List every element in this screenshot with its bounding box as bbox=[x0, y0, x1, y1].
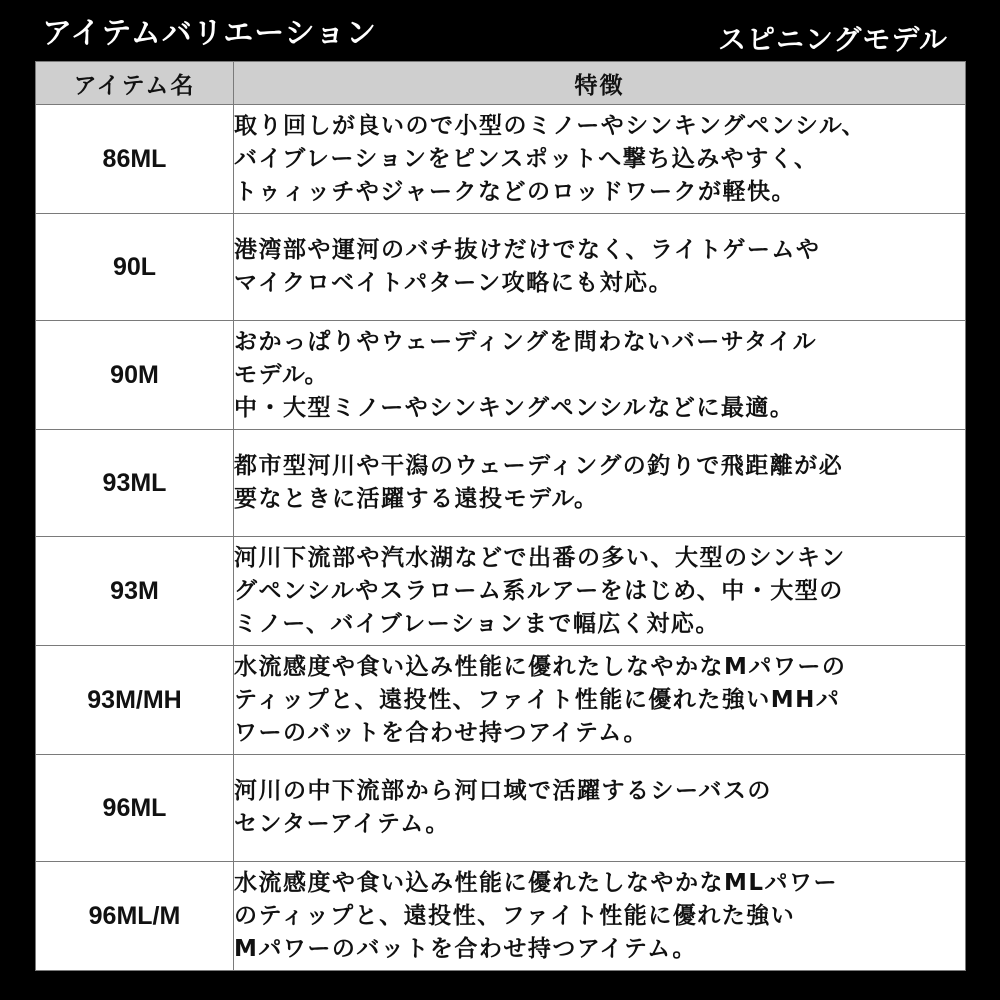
table-row bbox=[36, 105, 966, 214]
feature-line: ティップと、遠投性、ファイト性能に優れた強いMHパ bbox=[234, 686, 841, 713]
feature-line: おかっぱりやウェーディングを問わないバーサタイル bbox=[234, 328, 818, 355]
feature-cell bbox=[234, 537, 966, 646]
feature-line: 水流感度や食い込み性能に優れたしなやかなMパワーの bbox=[234, 653, 847, 680]
table-row bbox=[36, 321, 966, 430]
item-name-cell: 90M bbox=[36, 321, 234, 430]
column-header-features: 特徴 bbox=[234, 62, 966, 105]
feature-line: ワーのバットを合わせ持つアイテム。 bbox=[234, 719, 648, 746]
item-name-cell: 93M/MH bbox=[36, 646, 234, 755]
feature-cell bbox=[234, 755, 966, 862]
feature-line: 河川の中下流部から河口域で活躍するシーバスの bbox=[234, 778, 772, 804]
page-title: アイテムバリエーション bbox=[42, 16, 377, 51]
item-name-cell: 86ML bbox=[36, 105, 234, 214]
feature-line: 水流感度や食い込み性能に優れたしなやかなMLパワー bbox=[234, 869, 839, 896]
feature-line: センターアイテム。 bbox=[234, 811, 450, 837]
model-label: スピニングモデル bbox=[717, 23, 948, 56]
feature-line: のティップと、遠投性、ファイト性能に優れた強い bbox=[234, 902, 796, 929]
column-header-item-name: アイテム名 bbox=[36, 62, 234, 105]
item-name-cell: 96ML/M bbox=[36, 862, 234, 971]
feature-cell bbox=[234, 214, 966, 321]
feature-line: 中・大型ミノーやシンキングペンシルなどに最適。 bbox=[234, 394, 795, 421]
feature-line: モデル。 bbox=[234, 361, 330, 388]
feature-line: Mパワーのバットを合わせ持つアイテム。 bbox=[234, 935, 697, 962]
feature-cell bbox=[234, 646, 966, 755]
feature-line: バイブレーションをピンスポットへ撃ち込みやすく、 bbox=[234, 145, 819, 172]
feature-cell bbox=[234, 321, 966, 430]
feature-cell bbox=[234, 105, 966, 214]
item-variation-table bbox=[35, 61, 966, 971]
item-name-cell: 96ML bbox=[36, 755, 234, 862]
feature-line: トゥィッチやジャークなどのロッドワークが軽快。 bbox=[234, 178, 797, 205]
table-row bbox=[36, 755, 966, 862]
feature-line: ミノー、バイブレーションまで幅広く対応。 bbox=[234, 610, 720, 637]
table-header-row bbox=[36, 62, 966, 105]
feature-line: 都市型河川や干潟のウェーディングの釣りで飛距離が必 bbox=[234, 453, 844, 479]
feature-line: 港湾部や運河のバチ抜けだけでなく、ライトゲームや bbox=[234, 237, 821, 263]
item-name-cell: 90L bbox=[36, 214, 234, 321]
item-name-cell: 93M bbox=[36, 537, 234, 646]
table-row bbox=[36, 646, 966, 755]
table-row bbox=[36, 862, 966, 971]
feature-cell bbox=[234, 862, 966, 971]
item-name-cell: 93ML bbox=[36, 430, 234, 537]
feature-cell bbox=[234, 430, 966, 537]
feature-line: グペンシルやスラローム系ルアーをはじめ、中・大型の bbox=[234, 577, 844, 604]
table-row bbox=[36, 214, 966, 321]
feature-line: 河川下流部や汽水湖などで出番の多い、大型のシンキン bbox=[234, 544, 846, 571]
table-row bbox=[36, 430, 966, 537]
table-row bbox=[36, 537, 966, 646]
feature-line: 要なときに活躍する遠投モデル。 bbox=[234, 486, 599, 512]
feature-line: マイクロベイトパターン攻略にも対応。 bbox=[234, 270, 674, 296]
feature-line: 取り回しが良いので小型のミノーやシンキングペンシル、 bbox=[234, 112, 867, 139]
